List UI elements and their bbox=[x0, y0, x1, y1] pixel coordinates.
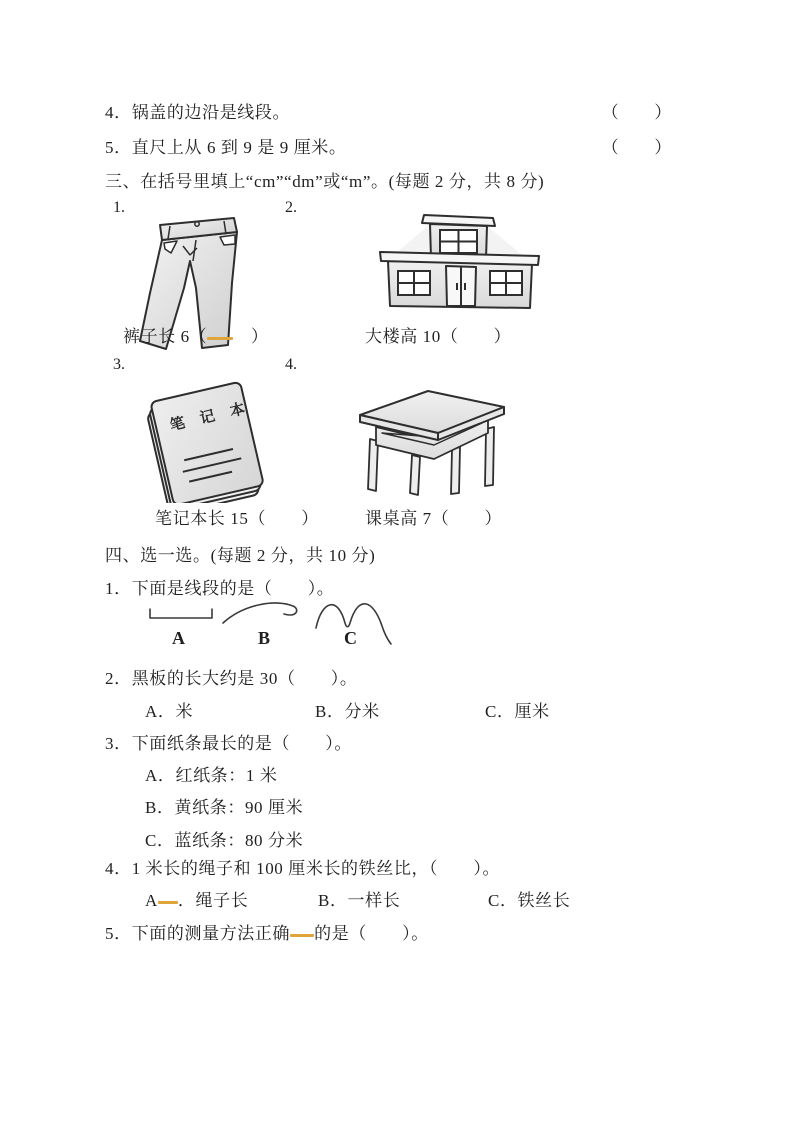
desk-illustration bbox=[352, 381, 512, 498]
question-text: 4．锅盖的边沿是线段。 bbox=[105, 103, 291, 122]
figure-label: A bbox=[172, 628, 185, 648]
item-number: 1. bbox=[113, 199, 125, 216]
item-number: 3. bbox=[113, 356, 125, 373]
question-text bbox=[105, 919, 429, 944]
question-text-part: 5．下面的测量方法正确 bbox=[105, 924, 291, 943]
caption-text: ） bbox=[233, 327, 269, 346]
option: C．铁丝长 bbox=[488, 891, 571, 910]
notebook-drawing bbox=[134, 375, 276, 503]
curve-figure-b bbox=[220, 596, 305, 628]
caption-text: 裤子长 6（ bbox=[123, 327, 208, 346]
option: B．一样长 bbox=[318, 891, 401, 910]
building-drawing bbox=[372, 211, 548, 314]
option: A．米 bbox=[145, 702, 194, 721]
section-heading: 四、选一选。(每题 2 分，共 10 分) bbox=[105, 546, 376, 565]
curve-drawing bbox=[220, 596, 305, 628]
notebook-illustration bbox=[134, 375, 276, 503]
option: B．分米 bbox=[315, 702, 380, 721]
section-heading: 三、在括号里填上“cm”“dm”或“m”。(每题 2 分，共 8 分) bbox=[105, 172, 545, 191]
option-text: ．绳子长 bbox=[177, 891, 249, 910]
proofing-mark bbox=[158, 901, 178, 904]
answer-bracket: （ ） bbox=[601, 138, 672, 157]
true-false-item bbox=[105, 98, 672, 123]
notebook-cover-text: 笔 记 本 bbox=[168, 400, 253, 435]
option: A．红纸条：1 米 bbox=[145, 766, 278, 785]
question-text: 3．下面纸条最长的是（ ）。 bbox=[105, 734, 352, 753]
question-text: 2．黑板的长大约是 30（ ）。 bbox=[105, 669, 358, 688]
option: C．蓝纸条：80 分米 bbox=[145, 831, 304, 850]
caption: 笔记本长 15（ ） bbox=[155, 509, 319, 528]
option-text: A bbox=[145, 891, 158, 910]
question-text: 4．1 米长的绳子和 100 厘米长的铁丝比，（ ）。 bbox=[105, 859, 501, 878]
caption: 课桌高 7（ ） bbox=[365, 509, 503, 528]
option bbox=[145, 886, 248, 911]
segment-figure-a bbox=[146, 602, 216, 630]
desk-drawing bbox=[352, 381, 512, 498]
item-number: 2. bbox=[285, 199, 297, 216]
answer-bracket: （ ） bbox=[601, 103, 672, 122]
option: B．黄纸条：90 厘米 bbox=[145, 798, 304, 817]
building-illustration bbox=[372, 211, 548, 314]
item-number: 4. bbox=[285, 356, 297, 373]
line-segment-drawing bbox=[146, 602, 216, 630]
true-false-item bbox=[105, 133, 672, 158]
option: C．厘米 bbox=[485, 702, 550, 721]
question-text-part: 的是（ ）。 bbox=[314, 924, 429, 943]
question-text: 1．下面是线段的是（ ）。 bbox=[105, 579, 335, 598]
proofing-mark bbox=[290, 934, 314, 937]
proofing-mark bbox=[207, 337, 233, 340]
figure-label: C bbox=[344, 628, 357, 648]
caption bbox=[123, 322, 269, 347]
caption: 大楼高 10（ ） bbox=[365, 327, 512, 346]
figure-label: B bbox=[258, 628, 271, 648]
question-text: 5．直尺上从 6 到 9 是 9 厘米。 bbox=[105, 138, 347, 157]
